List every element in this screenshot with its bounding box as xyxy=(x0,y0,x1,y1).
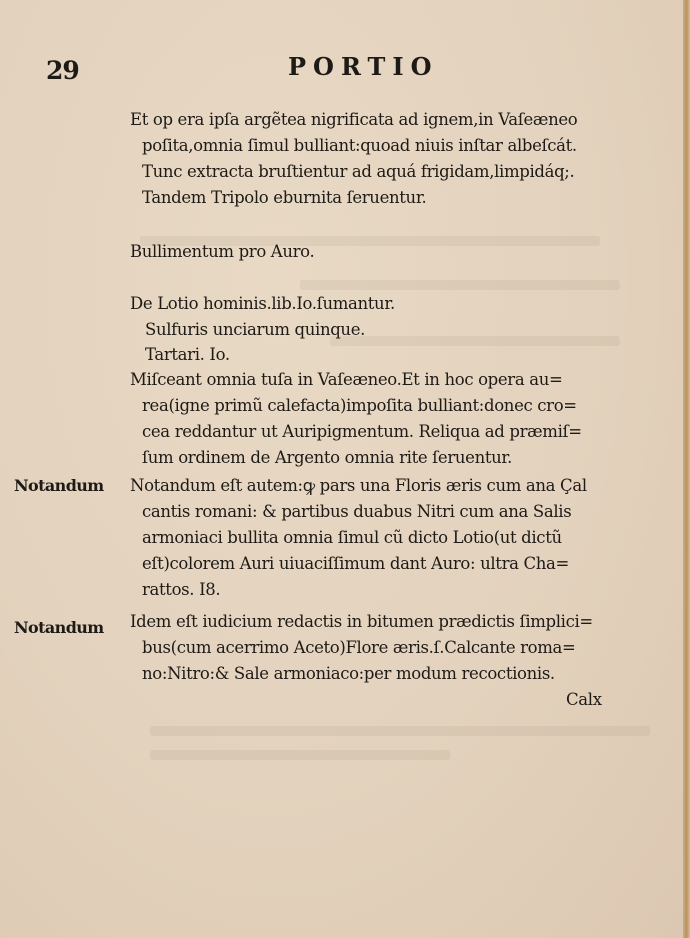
margin-note: Notandum xyxy=(14,476,104,495)
text-line: poſita,omnia ſimul bulliant:quoad niuis inſtar albeſcát. xyxy=(142,136,577,155)
text-line: Sulfuris unciarum quinque. xyxy=(145,320,366,339)
text-line: Miſceant omnia tuſa in Vaſeæneo.Et in hoc opera au= xyxy=(130,370,563,389)
margin-note: Notandum xyxy=(14,618,104,637)
running-head: PORTIO xyxy=(288,52,439,81)
catchword: Calx xyxy=(566,690,602,709)
text-line: Tunc extracta bruſtientur ad aquá frigidam,limpidáq;. xyxy=(142,162,575,181)
text-line: cantis romani: & partibus duabus Nitri cum ana Salis xyxy=(142,502,572,521)
text-line: rattos. I8. xyxy=(142,580,221,599)
text-line: cea reddantur ut Auripigmentum. Reliqua ad præmiſ= xyxy=(142,422,582,441)
show-through-mark xyxy=(300,280,620,290)
text-line: bus(cum acerrimo Aceto)Flore æris.ſ.Calcante roma= xyxy=(142,638,576,657)
show-through-mark xyxy=(150,750,450,760)
text-line: De Lotio hominis.lib.Io.ſumantur. xyxy=(130,294,395,313)
text-line: Notandum eſt autem:ꝙ pars una Floris æris cum ana Çal xyxy=(130,476,587,495)
text-line: Tandem Tripolo eburnita ſeruentur. xyxy=(142,188,427,207)
page-edge xyxy=(683,0,690,938)
show-through-mark xyxy=(330,336,620,346)
recipe-heading: Bullimentum pro Auro. xyxy=(130,242,315,261)
text-line: eſt)colorem Auri uiuaciſſimum dant Auro: ultra Cha= xyxy=(142,554,569,573)
text-line: no:Nitro:& Sale armoniaco:per modum recoctionis. xyxy=(142,664,555,683)
text-line: rea(igne primũ calefacta)impoſita bulliant:donec cro= xyxy=(142,396,577,415)
text-line: Et op era ipſa argẽtea nigrificata ad ignem,in Vaſeæneo xyxy=(130,110,578,129)
text-line: armoniaci bullita omnia ſimul cũ dicto Lotio(ut dictũ xyxy=(142,528,562,547)
page-number: 29 xyxy=(46,56,79,85)
text-line: Idem eſt iudicium redactis in bitumen prædictis ſimplici= xyxy=(130,612,593,631)
show-through-mark xyxy=(150,726,650,736)
text-line: Tartari. Io. xyxy=(145,345,230,364)
text-line: ſum ordinem de Argento omnia rite ſeruentur. xyxy=(142,448,513,467)
